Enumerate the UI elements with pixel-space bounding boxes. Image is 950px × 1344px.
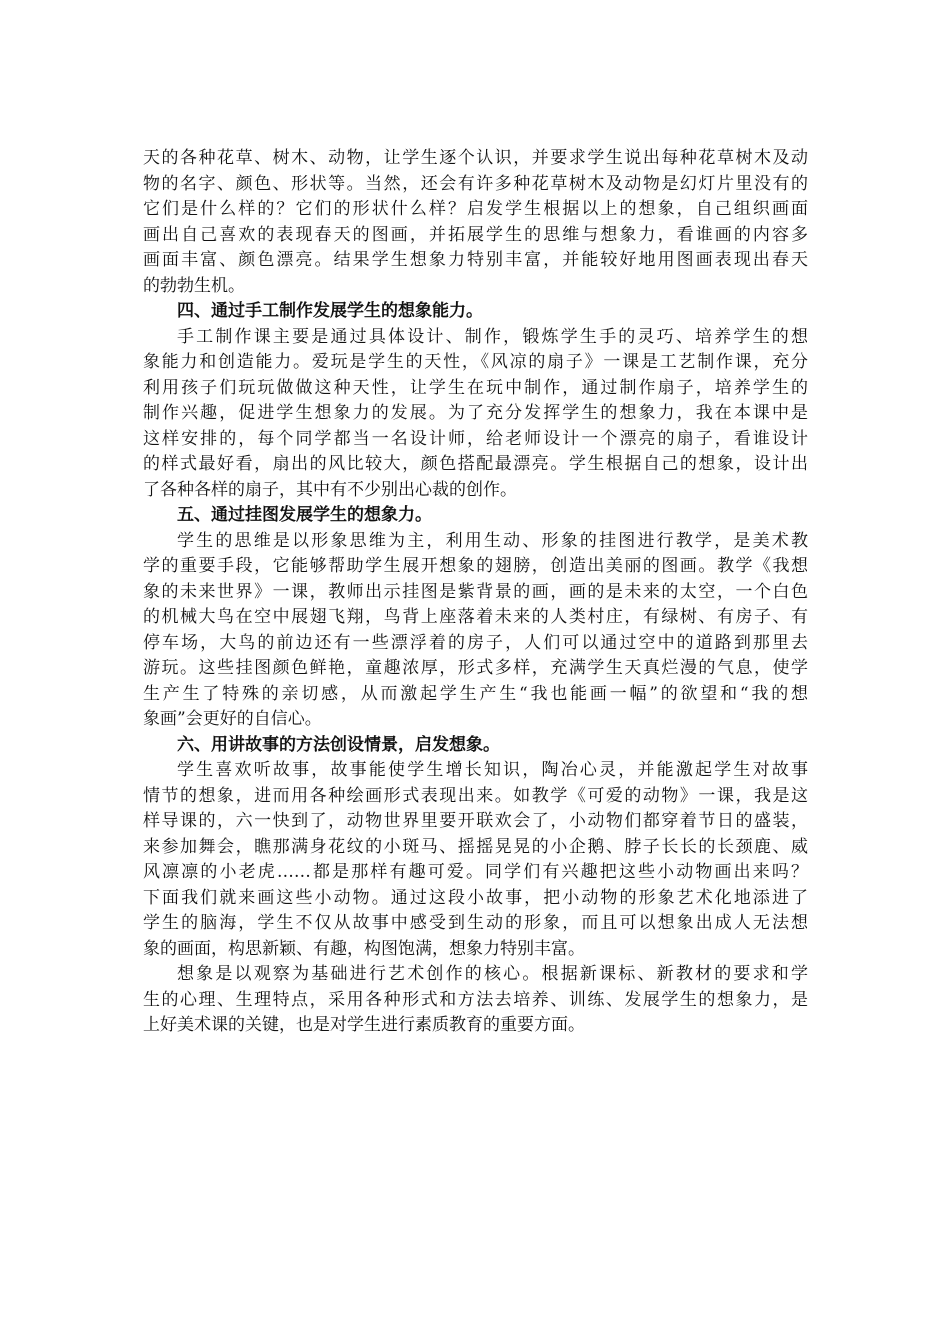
paragraph-line: 下面我们就来画这些小动物。通过这段小故事，把小动物的形象艺术化地添进了	[143, 887, 808, 908]
document-body	[143, 146, 808, 1039]
paragraph-line: 画面丰富、颜色漂亮。结果学生想象力特别丰富，并能较好地用图画表现出春天	[143, 250, 808, 270]
paragraph-last-line: 象的画面，构思新颖、有趣，构图饱满，想象力特别丰富。	[143, 938, 585, 959]
paragraph-last-line: 象画”会更好的自信心。	[143, 709, 322, 729]
paragraph-line: 天的各种花草、树木、动物，让学生逐个认识，并要求学生说出每种花草树木及动	[143, 148, 808, 168]
paragraph-line: 的样式最好看，扇出的风比较大，颜色搭配最漂亮。学生根据自己的想象，设计出	[143, 454, 808, 474]
paragraph-line: 这样安排的，每个同学都当一名设计师，给老师设计一个漂亮的扇子，看谁设计	[143, 428, 808, 449]
document-page	[143, 146, 808, 1039]
paragraph-line: 它们是什么样的？它们的形状什么样？启发学生根据以上的想象，自己组织画面	[143, 199, 808, 219]
paragraph-line: 游玩。这些挂图颜色鲜艳，童趣浓厚，形式多样，充满学生天真烂漫的气息，使学	[143, 658, 808, 678]
paragraph-line: 生产生了特殊的亲切感，从而激起学生产生“我也能画一幅”的欲望和“我的想	[143, 683, 808, 704]
paragraph-line: 来参加舞会，瞧那满身花纹的小斑马、摇摇晃晃的小企鹅、脖子长长的长颈鹿、威	[143, 836, 808, 857]
paragraph-line: 情节的想象，进而用各种绘画形式表现出来。如教学《可爱的动物》一课，我是这	[143, 785, 808, 806]
paragraph-line: 物的名字、颜色、形状等。当然，还会有许多种花草树木及动物是幻灯片里没有的	[143, 173, 808, 194]
paragraph-line: 风凛凛的小老虎……都是那样有趣可爱。同学们有兴趣把这些小动物画出来吗？	[143, 862, 808, 882]
paragraph-line: 生的心理、生理特点，采用各种形式和方法去培养、训练、发展学生的想象力，是	[143, 989, 808, 1010]
paragraph-line: 停车场，大鸟的前边还有一些漂浮着的房子，人们可以通过空中的道路到那里去	[143, 632, 808, 653]
paragraph-line: 制作兴趣，促进学生想象力的发展。为了充分发挥学生的想象力，我在本课中是	[143, 403, 808, 423]
paragraph-line: 学生的脑海，学生不仅从故事中感受到生动的形象，而且可以想象出成人无法想	[143, 913, 808, 933]
paragraph-line: 象的未来世界》一课，教师出示挂图是紫背景的画，画的是未来的太空，一个白色	[143, 581, 808, 602]
paragraph-line: 样导课的，六一快到了，动物世界里要开联欢会了，小动物们都穿着节日的盛装，	[143, 811, 808, 831]
paragraph-first-line: 学生喜欢听故事，故事能使学生增长知识，陶冶心灵，并能激起学生对故事	[177, 760, 808, 780]
paragraph-line: 学的重要手段，它能够帮助学生展开想象的翅膀，创造出美丽的图画。教学《我想	[143, 556, 808, 576]
paragraph-first-line: 想象是以观察为基础进行艺术创作的核心。根据新课标、新教材的要求和学	[177, 964, 808, 984]
paragraph-line: 画出自己喜欢的表现春天的图画，并拓展学生的思维与想象力，看谁画的内容多	[143, 224, 808, 245]
section-heading: 四、通过手工制作发展学生的想象能力。	[177, 301, 483, 321]
paragraph-first-line: 学生的思维是以形象思维为主，利用生动、形象的挂图进行教学，是美术教	[177, 530, 808, 551]
section-heading: 五、通过挂图发展学生的想象力。	[177, 505, 432, 525]
paragraph-first-line: 手工制作课主要是通过具体设计、制作，锻炼学生手的灵巧、培养学生的想	[177, 326, 808, 347]
paragraph-line: 利用孩子们玩玩做做这种天性，让学生在玩中制作，通过制作扇子，培养学生的	[143, 377, 808, 398]
section-heading: 六、用讲故事的方法创设情景，启发想象。	[177, 734, 500, 755]
paragraph-line: 的机械大鸟在空中展翅飞翔，鸟背上座落着未来的人类村庄，有绿树、有房子、有	[143, 607, 808, 627]
paragraph-last-line: 了各种各样的扇子，其中有不少别出心裁的创作。	[143, 479, 517, 500]
paragraph-last-line: 的勃勃生机。	[143, 275, 245, 296]
paragraph-line: 象能力和创造能力。爱玩是学生的天性，《风凉的扇子》一课是工艺制作课，充分	[143, 352, 808, 372]
paragraph-last-line: 上好美术课的关键，也是对学生进行素质教育的重要方面。	[143, 1015, 585, 1035]
